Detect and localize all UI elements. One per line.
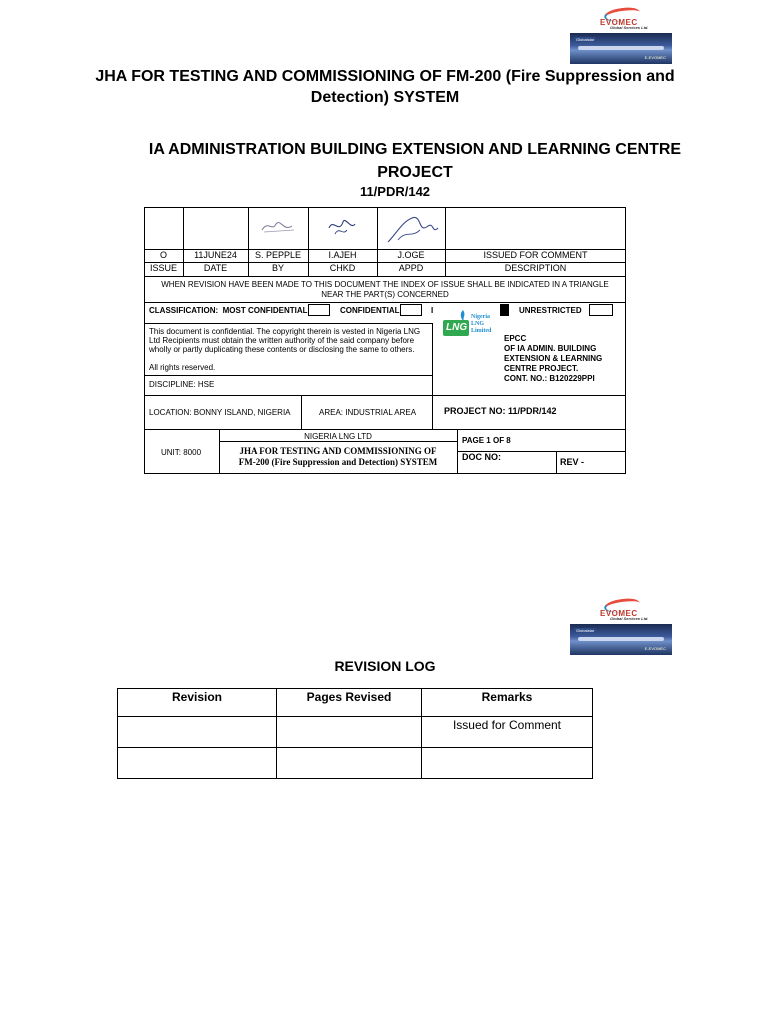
page-info: PAGE 1 OF 8 bbox=[462, 436, 511, 445]
confidential-paragraph: This document is confidential. The copyright therein is vested in Nigeria LNG Ltd Recipients must obtain the written authority of the said company before wholly or partly duplicating these contents or disclosing the same to others. bbox=[149, 327, 421, 354]
banner-tag: Globalstar bbox=[576, 628, 595, 633]
nigeria-lng-logo bbox=[441, 308, 497, 340]
signature-by bbox=[258, 214, 298, 238]
cell-remarks: Issued for Comment bbox=[422, 717, 593, 748]
evomec-logo-bottom bbox=[570, 599, 672, 657]
rev: REV - bbox=[560, 457, 585, 467]
appd-header: APPD bbox=[398, 263, 424, 273]
project-no: PROJECT NO: 11/PDR/142 bbox=[444, 406, 557, 416]
classification-label bbox=[149, 305, 309, 316]
cell-revision bbox=[118, 748, 277, 779]
document-title: JHA FOR TESTING AND COMMISSIONING OF FM-200 (Fire Suppression and Detection) SYSTEM bbox=[95, 68, 675, 106]
discipline: DISCIPLINE: HSE bbox=[149, 380, 215, 389]
rights-reserved: All rights reserved. bbox=[149, 363, 216, 372]
doc-title-line2: FM-200 (Fire Suppression and Detection) SYSTEM bbox=[238, 457, 438, 467]
most-confidential-label: MOST CONFIDENTIAL bbox=[222, 306, 308, 315]
epcc-line4: CENTRE PROJECT. bbox=[504, 364, 579, 373]
description-header: DESCRIPTION bbox=[504, 263, 567, 273]
banner-band: E-EVOMEC bbox=[644, 55, 666, 60]
lng-mark: LNG bbox=[446, 322, 468, 333]
restricted-fragment: I bbox=[431, 306, 434, 315]
signature-appd bbox=[382, 212, 442, 246]
date-value: 11JUNE24 bbox=[194, 250, 237, 260]
banner-band: E-EVOMEC bbox=[644, 646, 666, 651]
date-header: DATE bbox=[203, 263, 228, 273]
project-title: IA ADMINISTRATION BUILDING EXTENSION AND LEARNING CENTRE PROJECT bbox=[148, 141, 682, 181]
unrestricted-label: UNRESTRICTED bbox=[519, 306, 582, 315]
doc-title-line1: JHA FOR TESTING AND COMMISSIONING OF bbox=[239, 446, 437, 456]
revision-log-table bbox=[117, 688, 593, 779]
chkd-value: I.AJEH bbox=[328, 250, 357, 260]
epcc-line5: CONT. NO.: B120229PPI bbox=[504, 374, 595, 383]
by-header: BY bbox=[271, 263, 284, 273]
logo-tagline: Global Services Ltd. bbox=[610, 616, 649, 621]
location: LOCATION: BONNY ISLAND, NIGERIA bbox=[149, 408, 291, 417]
table-header-row bbox=[118, 689, 593, 717]
logo-banner bbox=[570, 33, 672, 64]
lng-line2: LNG bbox=[471, 321, 485, 327]
cell-revision bbox=[118, 717, 277, 748]
revision-log-title: REVISION LOG bbox=[334, 658, 436, 674]
lng-line1: Nigeria bbox=[471, 314, 490, 320]
table-row bbox=[118, 748, 593, 779]
area: AREA: INDUSTRIAL AREA bbox=[319, 408, 417, 417]
column-header-remarks: Remarks bbox=[422, 689, 593, 717]
chkd-header: CHKD bbox=[329, 263, 356, 273]
appd-value: J.OGE bbox=[397, 250, 425, 260]
column-header-pages-revised: Pages Revised bbox=[277, 689, 422, 717]
logo-brand: EVOMEC bbox=[600, 18, 638, 27]
issue-header: ISSUE bbox=[149, 263, 177, 273]
logo-banner bbox=[570, 624, 672, 655]
by-value: S. PEPPLE bbox=[254, 250, 302, 260]
most-confidential-checkbox[interactable] bbox=[308, 304, 330, 316]
epcc-line3: EXTENSION & LEARNING bbox=[504, 354, 603, 363]
epcc-line1: EPCC bbox=[504, 334, 527, 343]
doc-no: DOC NO: bbox=[462, 452, 501, 462]
confidential-checkbox[interactable] bbox=[400, 304, 422, 316]
restricted-checkbox[interactable] bbox=[500, 304, 509, 316]
description-value: ISSUED FOR COMMENT bbox=[483, 250, 588, 260]
revision-note: WHEN REVISION HAVE BEEN MADE TO THIS DOCUMENT THE INDEX OF ISSUE SHALL BE INDICATED IN A TRIANGLE NEAR THE PART(S) CONCERNED bbox=[161, 280, 609, 299]
confidential-label: CONFIDENTIAL bbox=[340, 306, 400, 315]
issue-value: O bbox=[159, 250, 167, 260]
cell-pages-revised bbox=[277, 717, 422, 748]
logo-brand: EVOMEC bbox=[600, 609, 638, 618]
evomec-logo-top bbox=[570, 8, 672, 66]
epcc-line2: OF IA ADMIN. BUILDING bbox=[504, 344, 597, 353]
table-row bbox=[118, 717, 593, 748]
lng-line3: Limited bbox=[471, 328, 492, 334]
cell-remarks bbox=[422, 748, 593, 779]
classification-label-text: CLASSIFICATION: bbox=[149, 306, 219, 315]
unrestricted-checkbox[interactable] bbox=[589, 304, 613, 316]
banner-tag: Globalstar bbox=[576, 37, 595, 42]
column-header-revision: Revision bbox=[118, 689, 277, 717]
cell-pages-revised bbox=[277, 748, 422, 779]
signature-chkd bbox=[325, 214, 359, 238]
unit: UNIT: 8000 bbox=[161, 448, 202, 457]
logo-tagline: Global Services Ltd. bbox=[610, 25, 649, 30]
project-code: 11/PDR/142 bbox=[359, 184, 431, 199]
company-name: NIGERIA LNG LTD bbox=[304, 432, 372, 441]
